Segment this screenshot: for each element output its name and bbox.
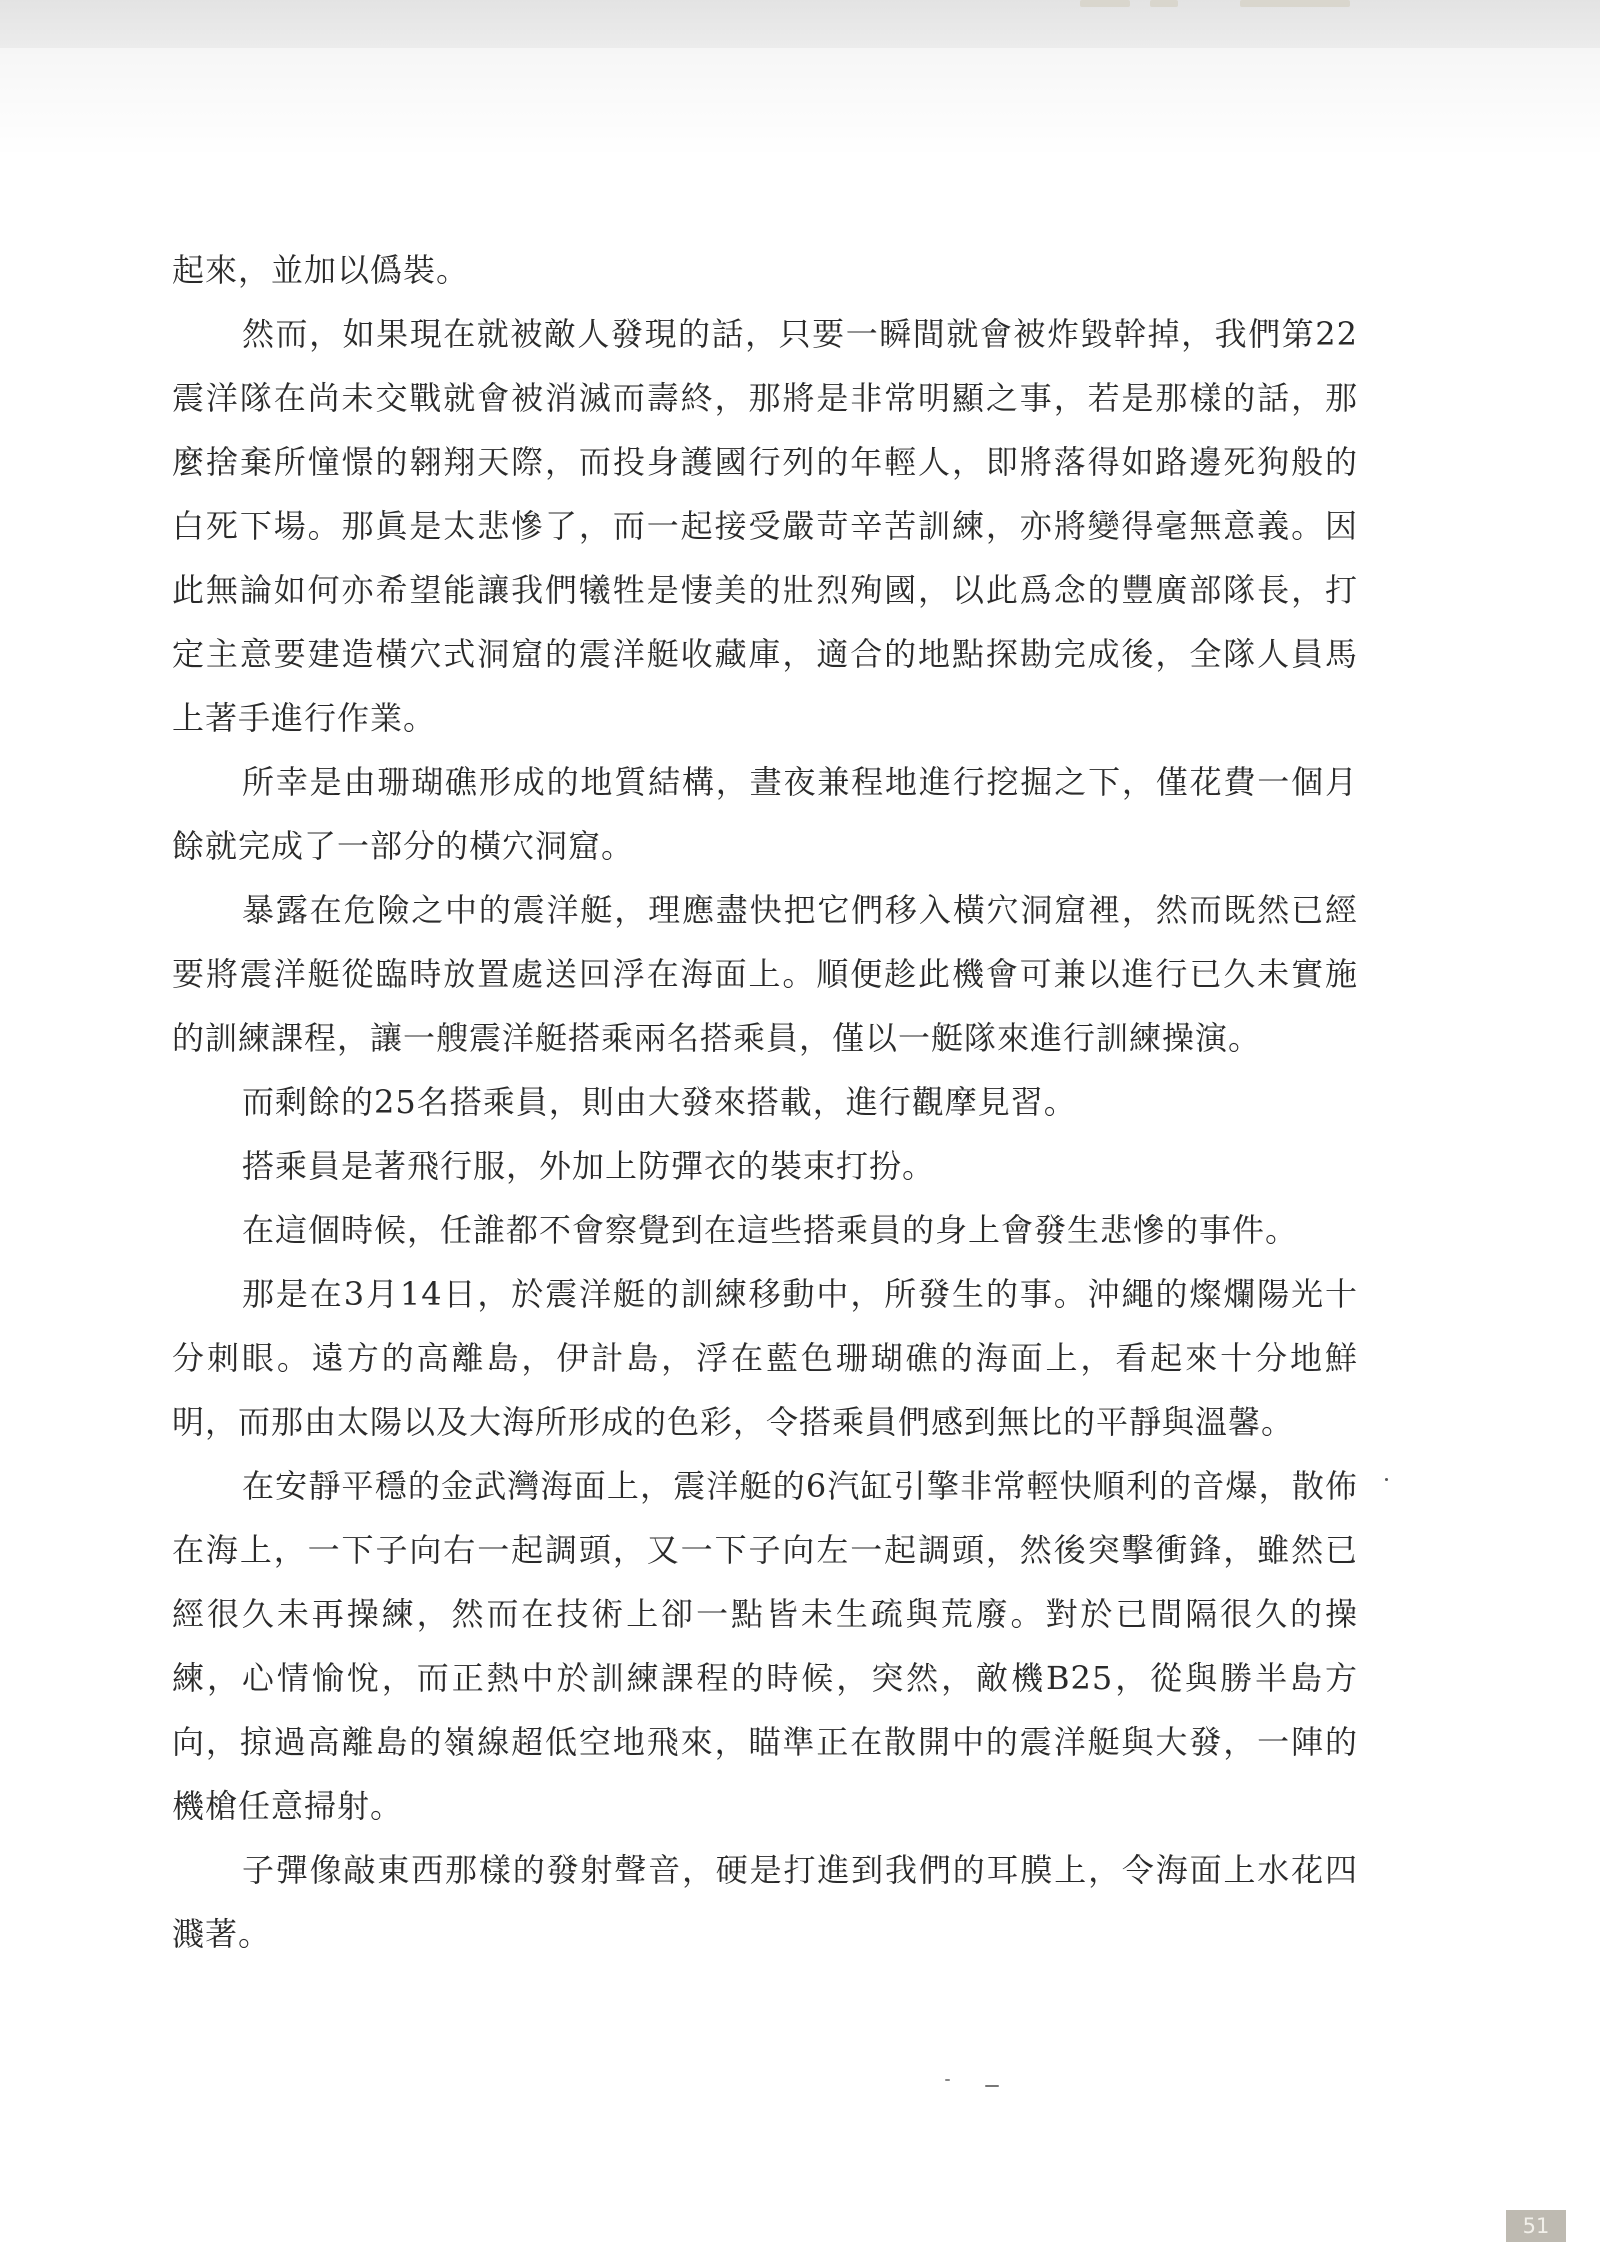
paragraph-1: 起來，並加以僞裝。 (172, 251, 470, 289)
paragraph-6: 搭乘員是著飛行服，外加上防彈衣的裝束打扮。 (242, 1147, 936, 1185)
scan-speck (945, 2079, 950, 2081)
page-number: 51 (1506, 2210, 1566, 2242)
paragraph-9: 在安靜平穩的金武灣海面上，震洋艇的6汽缸引擎非常輕快順利的音爆，散佈在海上，一下子向右一起調頭，又一下子向左一起調頭，然後突擊衝鋒，雖然已經很久未再操練，然而在技術上卻一點皆未生疏與荒廢。對於已間隔很久的操練，心情愉悅，而正熱中於訓練課程的時候，突然，敵機B25，從與勝半島方向，掠過高離島的嶺線超低空地飛來，瞄準正在散開中的震洋艇與大發，一陣的機槍任意掃射。 (172, 1467, 1358, 1825)
paragraph-4: 暴露在危險之中的震洋艇，理應盡快把它們移入橫穴洞窟裡，然而既然已經要將震洋艇從臨時放置處送回浮在海面上。順便趁此機會可兼以進行已久未實施的訓練課程，讓一艘震洋艇搭乘兩名搭乘員，僅以一艇隊來進行訓練操演。 (172, 891, 1358, 1057)
scan-top-shadow (0, 48, 1600, 158)
scan-speck (1385, 1478, 1388, 1481)
paragraph-5: 而剩餘的25名搭乘員，則由大發來搭載，進行觀摩見習。 (242, 1083, 1077, 1121)
paragraph-10: 子彈像敲東西那樣的發射聲音，硬是打進到我們的耳膜上，令海面上水花四濺著。 (172, 1851, 1358, 1953)
paragraph-7: 在這個時候，任誰都不會察覺到在這些搭乘員的身上會發生悲慘的事件。 (242, 1211, 1299, 1249)
header-remnant-marks (1080, 0, 1500, 8)
scan-speck (985, 2085, 999, 2087)
paragraph-8: 那是在3月14日，於震洋艇的訓練移動中，所發生的事。沖繩的燦爛陽光十分刺眼。遠方的高離島，伊計島，浮在藍色珊瑚礁的海面上，看起來十分地鮮明，而那由太陽以及大海所形成的色彩，令搭乘員們感到無比的平靜與溫馨。 (172, 1275, 1358, 1441)
article-body (172, 238, 1358, 1966)
paragraph-3: 所幸是由珊瑚礁形成的地質結構，晝夜兼程地進行挖掘之下，僅花費一個月餘就完成了一部分的橫穴洞窟。 (172, 763, 1358, 865)
paragraph-2: 然而，如果現在就被敵人發現的話，只要一瞬間就會被炸毀幹掉，我們第22震洋隊在尚未交戰就會被消滅而壽終，那將是非常明顯之事，若是那樣的話，那麼捨棄所憧憬的翱翔天際，而投身護國行列的年輕人，即將落得如路邊死狗般的白死下場。那眞是太悲慘了，而一起接受嚴苛辛苦訓練，亦將變得毫無意義。因此無論如何亦希望能讓我們犧牲是悽美的壯烈殉國，以此爲念的豐廣部隊長，打定主意要建造橫穴式洞窟的震洋艇收藏庫，適合的地點探勘完成後，全隊人員馬上著手進行作業。 (172, 315, 1358, 737)
